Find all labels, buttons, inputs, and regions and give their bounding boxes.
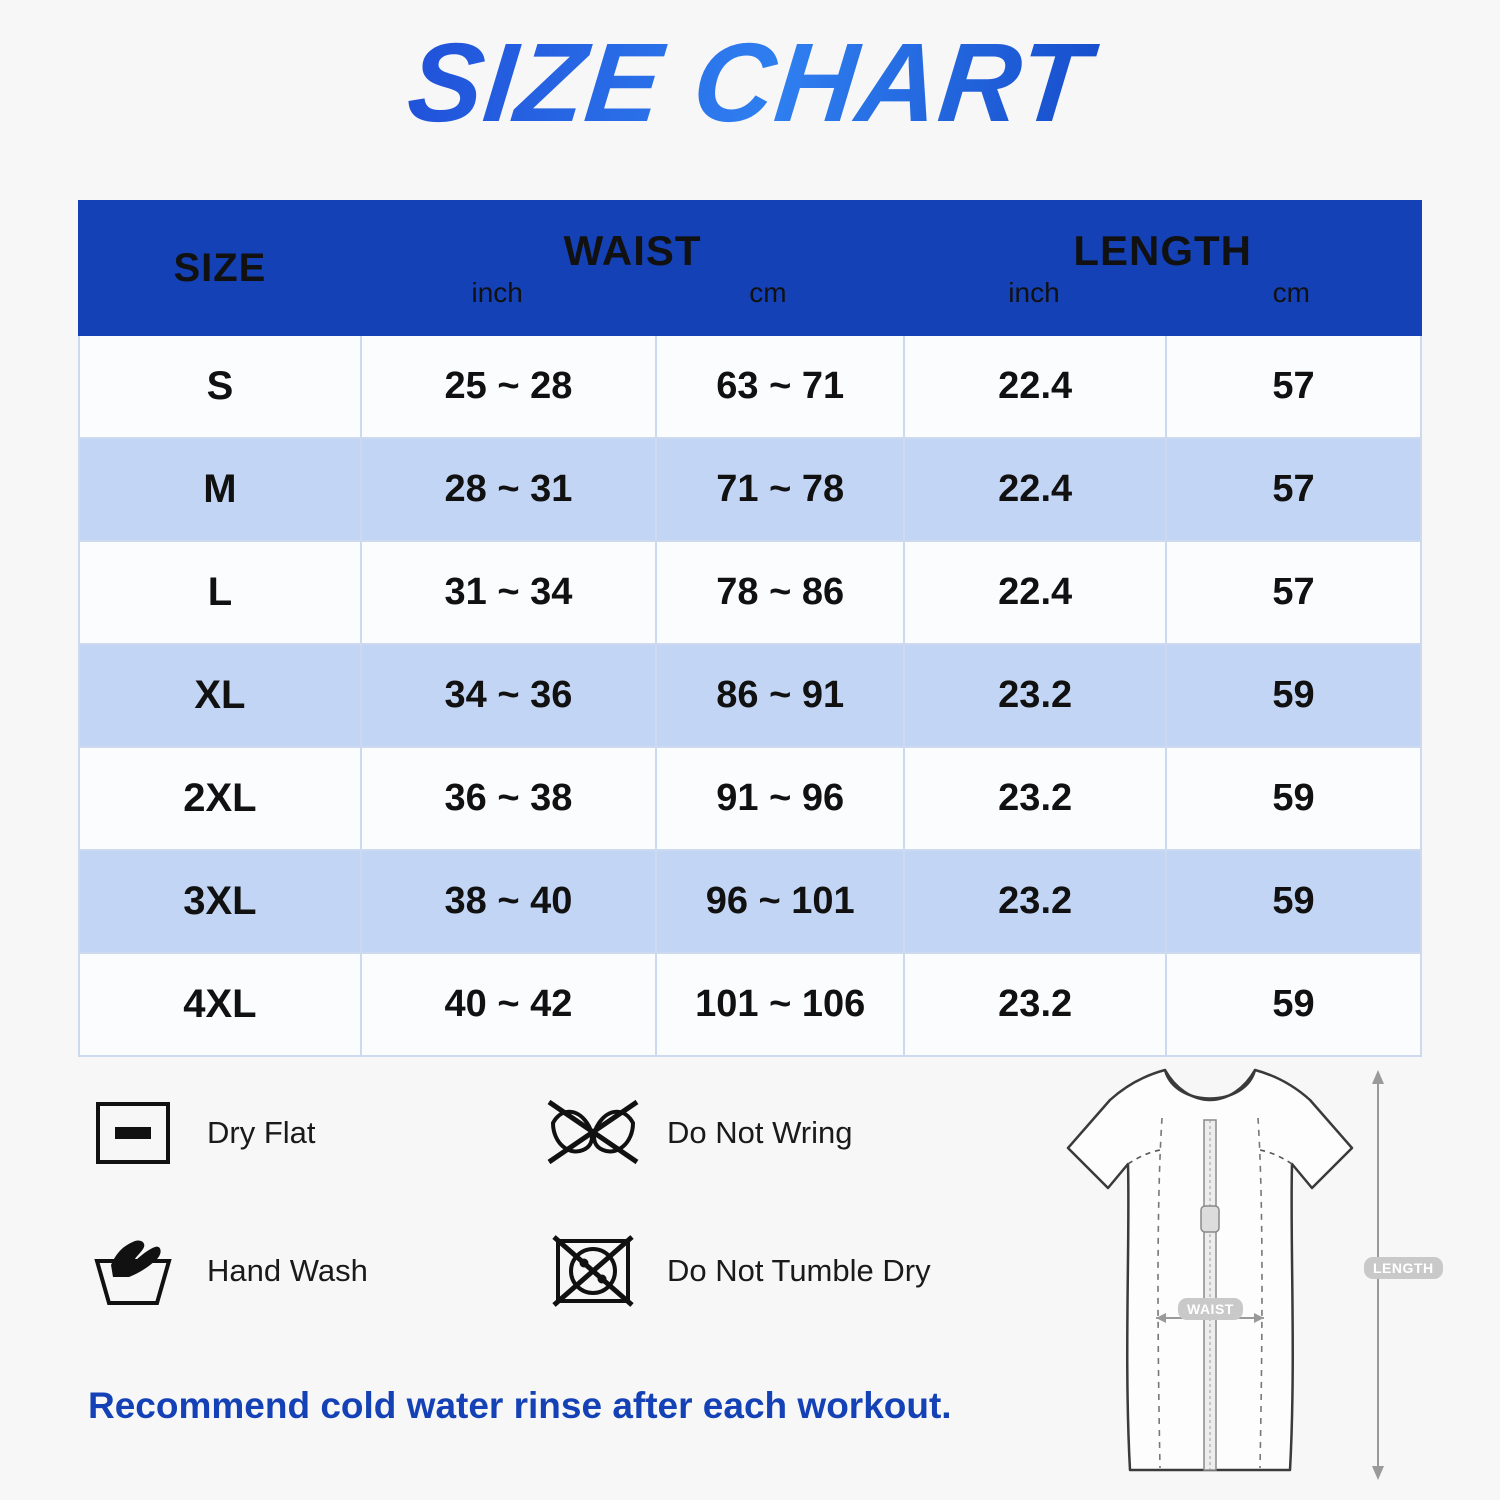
cell-waist-inch: 25 ~ 28 (361, 335, 656, 438)
header-waist-unit-inch: inch (471, 277, 523, 308)
cell-size: 2XL (79, 747, 361, 850)
cell-waist-cm: 101 ~ 106 (656, 953, 904, 1056)
header-length-unit-inch: inch (1008, 277, 1060, 308)
cell-waist-inch: 34 ~ 36 (361, 644, 656, 747)
header-length-unit-cm: cm (1272, 277, 1310, 308)
cell-waist-cm: 71 ~ 78 (656, 438, 904, 541)
cell-length-cm: 57 (1166, 541, 1421, 644)
cell-size: 4XL (79, 953, 361, 1056)
table-row (79, 335, 1421, 438)
header-waist-label: WAIST (563, 227, 702, 274)
cell-size: M (79, 438, 361, 541)
table-row (79, 541, 1421, 644)
care-item-do-not-wring (540, 1090, 1000, 1176)
table-row (79, 644, 1421, 747)
cell-length-cm: 57 (1166, 438, 1421, 541)
table-body (79, 335, 1421, 1056)
cell-length-inch: 23.2 (904, 953, 1166, 1056)
waist-measure-tag: WAIST (1178, 1298, 1243, 1320)
cell-waist-inch: 40 ~ 42 (361, 953, 656, 1056)
care-instructions (80, 1090, 1000, 1366)
do-not-tumble-dry-icon (540, 1228, 645, 1314)
cell-size: 3XL (79, 850, 361, 953)
header-size-label: SIZE (173, 245, 267, 290)
care-label: Dry Flat (207, 1115, 316, 1150)
table-row (79, 850, 1421, 953)
cell-length-inch: 23.2 (904, 850, 1166, 953)
cell-length-cm: 57 (1166, 335, 1421, 438)
cell-size: XL (79, 644, 361, 747)
table-row (79, 438, 1421, 541)
cell-length-cm: 59 (1166, 850, 1421, 953)
table-row (79, 953, 1421, 1056)
care-item-hand-wash (80, 1228, 540, 1314)
cell-size: L (79, 541, 361, 644)
length-measure-tag: LENGTH (1364, 1257, 1443, 1279)
table-row (79, 747, 1421, 850)
cell-waist-cm: 63 ~ 71 (656, 335, 904, 438)
garment-illustration (960, 1060, 1460, 1490)
cell-length-inch: 22.4 (904, 335, 1166, 438)
care-row (80, 1228, 1000, 1314)
cell-waist-cm: 91 ~ 96 (656, 747, 904, 850)
care-item-dry-flat (80, 1090, 540, 1176)
cell-size: S (79, 335, 361, 438)
care-row (80, 1090, 1000, 1176)
header-length-label: LENGTH (1073, 227, 1252, 274)
page-title: SIZE CHART (0, 0, 1500, 147)
cell-length-inch: 22.4 (904, 541, 1166, 644)
do-not-wring-icon (540, 1090, 645, 1176)
cell-waist-cm: 86 ~ 91 (656, 644, 904, 747)
cell-waist-inch: 38 ~ 40 (361, 850, 656, 953)
header-waist (361, 201, 905, 335)
recommendation-text: Recommend cold water rinse after each workout. (88, 1385, 952, 1426)
care-item-do-not-tumble-dry (540, 1228, 1000, 1314)
cell-length-cm: 59 (1166, 747, 1421, 850)
hand-wash-icon (80, 1228, 185, 1314)
table-header (79, 201, 1421, 335)
header-size (79, 201, 361, 335)
size-chart-table-wrapper (78, 200, 1422, 1057)
cell-waist-cm: 96 ~ 101 (656, 850, 904, 953)
cell-waist-inch: 31 ~ 34 (361, 541, 656, 644)
care-label: Do Not Wring (667, 1115, 853, 1150)
dry-flat-icon (80, 1090, 185, 1176)
cell-length-inch: 23.2 (904, 747, 1166, 850)
cell-waist-inch: 28 ~ 31 (361, 438, 656, 541)
cell-length-cm: 59 (1166, 953, 1421, 1056)
header-length (904, 201, 1421, 335)
cell-length-inch: 23.2 (904, 644, 1166, 747)
cell-length-inch: 22.4 (904, 438, 1166, 541)
size-chart-table (78, 200, 1422, 1057)
cell-waist-inch: 36 ~ 38 (361, 747, 656, 850)
care-label: Hand Wash (207, 1253, 368, 1288)
care-label: Do Not Tumble Dry (667, 1253, 931, 1288)
cell-waist-cm: 78 ~ 86 (656, 541, 904, 644)
header-waist-unit-cm: cm (749, 277, 787, 308)
cell-length-cm: 59 (1166, 644, 1421, 747)
